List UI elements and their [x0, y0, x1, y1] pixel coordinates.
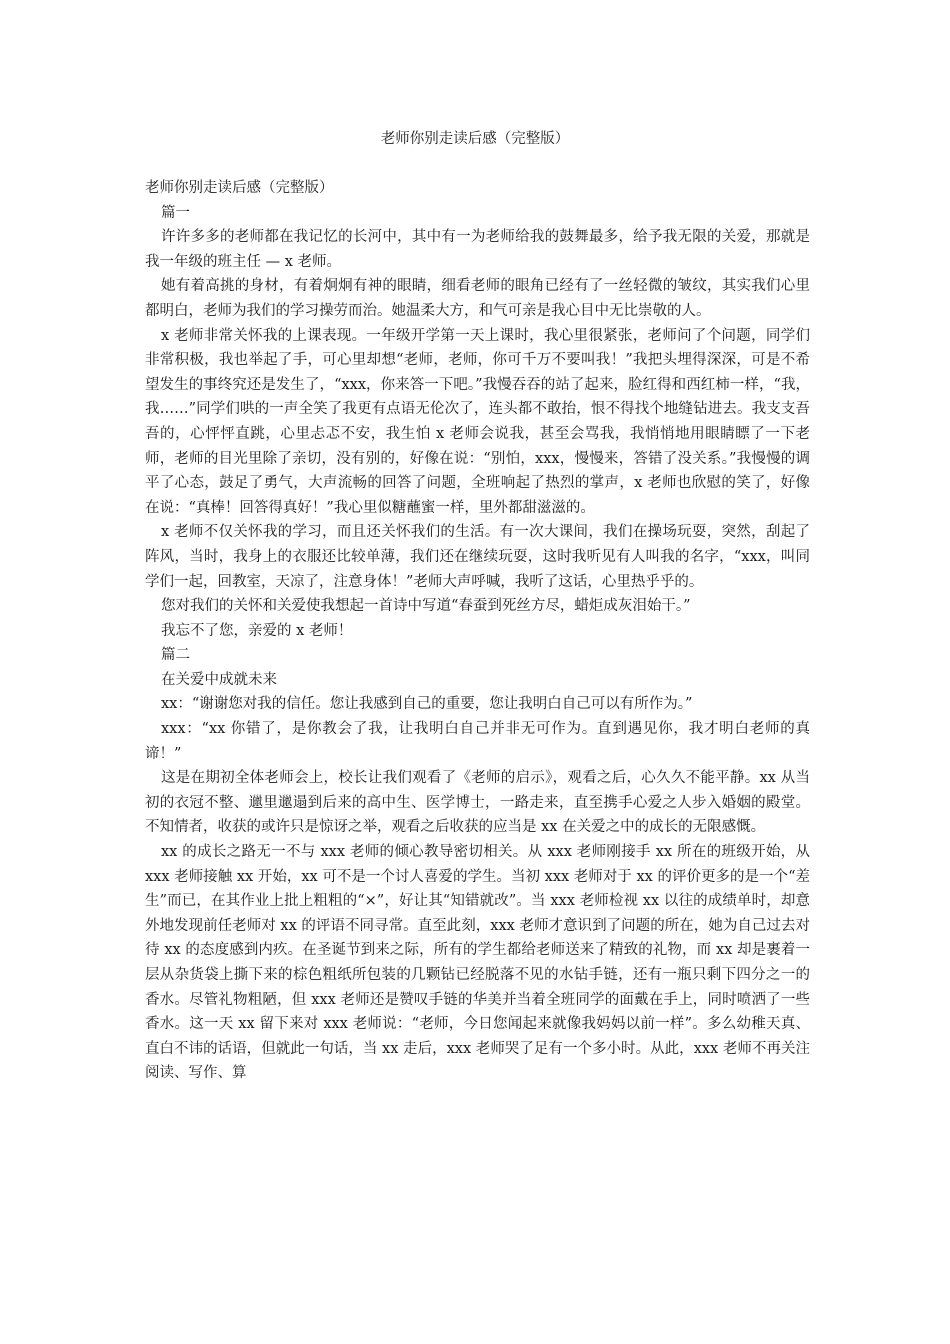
body-paragraph: 篇一 [161, 204, 190, 221]
document-body [145, 176, 810, 1086]
body-paragraph: x 老师不仅关怀我的学习，而且还关怀我们的生活。有一次大课间，我们在操场玩耍，突然，刮起了阵风，当时，我身上的衣服还比较单薄，我们还在继续玩耍，这时我听见有人叫我的名字，“xxx，叫同学们一起，回教室，天凉了，注意身体！”老师大声呼喊，我听了这话，心里热乎乎的。 [145, 524, 810, 590]
body-paragraph: 我忘不了您，亲爱的 x 老师！ [161, 622, 353, 639]
body-paragraph: xx 的成长之路无一不与 xxx 老师的倾心教导密切相关。从 xxx 老师刚接手 xx 所在的班级开始，从 xxx 老师接触 xx 开始，xx 可不是一个讨人喜爱的学生。当初 xxx 老师对于 xx 的评价更多的是一个“差生”而已，在其作业上批上粗粗的“×”，好让其“知错就改”。当 xxx 老师检视 xx 以往的成绩单时，却意外地发现前任老师对 xx 的评语不同寻常。直至此刻，xxx 老师才意识到了问题的所在，她为自己过去对待 xx 的态度感到内疚。在圣诞节到来之际，所有的学生都给老师送来了精致的礼物，而 xx 却是裹着一层从杂货袋上撕下来的棕色粗纸所包装的几颗钻已经脱落不见的水钻手链，还有一瓶只剩下四分之一的香水。尽管礼物粗陋，但 xxx 老师还是赞叹手链的华美并当着全班同学的面戴在手上，同时喷洒了一些香水。这一天 xx 留下来对 xxx 老师说：“老师，今日您闻起来就像我妈妈以前一样”。多么幼稚天真、直白不讳的话语，但就此一句话，当 xx 走后，xxx 老师哭了足有一个多小时。从此，xxx 老师不再关注阅读、写作、算 [145, 844, 810, 1082]
body-paragraph: 篇二 [161, 647, 190, 664]
body-paragraph: 您对我们的关怀和关爱使我想起一首诗中写道“春蚕到死丝方尽，蜡炬成灰泪始干。” [161, 598, 691, 615]
body-paragraph: 她有着高挑的身材，有着炯炯有神的眼睛，细看老师的眼角已经有了一丝轻微的皱纹，其实我们心里都明白，老师为我们的学习操劳而治。她温柔大方，和气可亲是我心目中无比崇敬的人。 [145, 278, 810, 319]
body-paragraph: 许许多多的老师都在我记忆的长河中，其中有一为老师给我的鼓舞最多，给予我无限的关爱，那就是我一年级的班主任 — x 老师。 [145, 229, 810, 270]
body-paragraph: xxx：“xx 你错了，是你教会了我，让我明白自己并非无可作为。直到遇见你，我才明白老师的真谛！” [145, 721, 810, 762]
document-title: 老师你别走读后感（完整版） [380, 131, 570, 147]
body-paragraph: x 老师非常关怀我的上课表现。一年级开学第一天上课时，我心里很紧张，老师问了个问题，同学们非常积极，我也举起了手，可心里却想“老师，老师，你可千万不要叫我！”我把头埋得深深，可是不希望发生的事终究还是发生了，“xxx，你来答一下吧。”我慢吞吞的站了起来，脸红得和西红柿一样，“我，我……”同学们哄的一声全笑了我更有点语无伦次了，连头都不敢抬，恨不得找个地缝钻进去。我支支吾吾的，心怦怦直跳，心里忐忑不安，我生怕 x 老师会说我，甚至会骂我，我悄悄地用眼睛瞟了一下老师，老师的目光里除了亲切，没有别的，好像在说：“别怕，xxx，慢慢来，答错了没关系。”我慢慢的调平了心态，鼓足了勇气，大声流畅的回答了问题，全班响起了热烈的掌声，x 老师也欣慰的笑了，好像在说：“真棒！回答得真好！”我心里似糖蘸蜜一样，里外都甜滋滋的。 [145, 327, 810, 516]
body-paragraph: 老师你别走读后感（完整版） [145, 180, 334, 196]
body-paragraph: 这是在期初全体老师会上，校长让我们观看了《老师的启示》，观看之后，心久久不能平静。xx 从当初的衣冠不整、邋里邋遢到后来的高中生、医学博士，一路走来，直至携手心爱之人步入婚姻的殿堂。不知情者，收获的或许只是惊讶之举，观看之后收获的应当是 xx 在关爱之中的成长的无限感慨。 [145, 770, 810, 836]
body-paragraph: 在关爱中成就未来 [161, 671, 277, 688]
body-paragraph: xx：“谢谢您对我的信任。您让我感到自己的重要，您让我明白自己可以有所作为。” [161, 696, 693, 713]
